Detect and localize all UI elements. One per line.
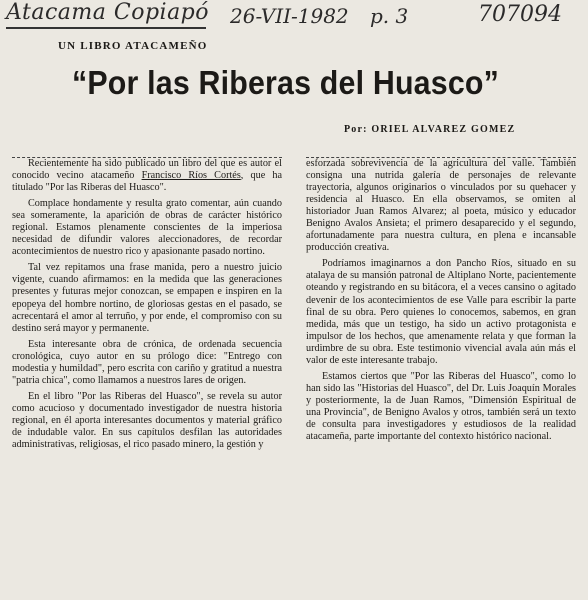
article-kicker: UN LIBRO ATACAMEÑO [58, 40, 208, 52]
article-headline: “Por las Riberas del Huasco” [72, 64, 499, 101]
paragraph-text: , que ha titulado "Por las Riberas del Huasco". [12, 170, 283, 194]
paragraph: Podríamos imaginarnos a don Pancho Ríos, situado en su atalaya de su mansión patronal de Altiplano Norte, pacientemente oteando y registrando en su bitácora, el a veces cansino o agitado devenir de los acontecimientos de ese Valle para escribir la parte final de su obra. Pero quienes lo conocemos, sabemos, en gran medida, más que un testigo, ha sido un activo protagonista e impulsor de los hechos, que amenamente relata y que forman la urdimbre de su obra. Este testimonio vivencial avala aún más el valor de este interesante trabajo. [306, 258, 576, 366]
paragraph: esforzada sobrevivencia de la agricultura del valle. También consigna una nutrida galería de personajes de relevante trayectoria, algunos originarios o vinculados por su quehacer y residencia al Huasco. En ella observamos, se omiten al historiador Juan Ramos Alvarez; al poeta, músico y educador Benigno Avalos Ansieta; el primero desaparecido y el segundo, afortunadamente para nuestra cultura, en plena e incansable producción creativa. [306, 158, 576, 254]
paragraph: Complace hondamente y resulta grato comentar, aún cuando sea someramente, la aparición de obras de carácter histórico regional. Estamos plenamente conscientes de la imperiosa necesidad de difundir valores aleccionadores, de recordar acontecimientos de nuestro rico y apasionante pasado nortino. [12, 198, 282, 258]
handwritten-archive-id: 707094 [478, 2, 562, 27]
source-underline [6, 27, 206, 29]
handwritten-page: p. 3 [370, 4, 409, 28]
paragraph: Esta interesante obra de crónica, de ordenada secuencia cronológica, cuyo autor en su prólogo dice: "Entrego con modestia y humildad", pero escrita con cariño y gratitud a nuestra "patria chica", como llamamos a nuestros lares de origen. [12, 338, 282, 386]
handwritten-date: 26-VII-1982 [230, 4, 349, 28]
handwritten-source: Atacama Copiapó [6, 0, 210, 25]
paragraph: En el libro "Por las Riberas del Huasco", se revela su autor como acucioso y documentado investigador de nuestra historia regional, en él aporta interesantes documentos y material gráfico de indudable valor. En sus capítulos desfilan las autoridades administrativas, religiosas, el rico pasado minero, la gestión y [12, 390, 282, 451]
article-byline: Por: ORIEL ALVAREZ GOMEZ [344, 124, 516, 135]
paragraph: Tal vez repitamos una frase manida, pero a nuestro juicio vigente, cuando afirmamos: en la medida que las generaciones presentes y futuras mejor conozcan, se empapen e inspiren en la epopeya del hombre nortino, de gloriosas gestas en el pasado, se acrecentará el amor al terruño, y por ende, el compromiso con su destino será mayor y permanente. [12, 262, 282, 334]
article-column-right [306, 158, 576, 447]
paragraph [12, 158, 282, 194]
article-column-left [12, 158, 282, 455]
paragraph-text: Recientemente ha sido publicado un libro del que es autor el conocido vecino atacameño [12, 158, 282, 182]
paragraph: Estamos ciertos que "Por las Riberas del Huasco", como lo han sido las "Historias del Huasco", del Dr. Luis Joaquín Morales y posteriormente, la de Juan Ramos, "Dimensión Espiritual de una Provincia", de Benigno Avalos y otros, también será un texto de consulta para investigadores y estudiosos de la realidad atacameña, parte importante del contexto histórico nacional. [306, 370, 576, 443]
author-name: Francisco Ríos Cortés [141, 170, 241, 182]
